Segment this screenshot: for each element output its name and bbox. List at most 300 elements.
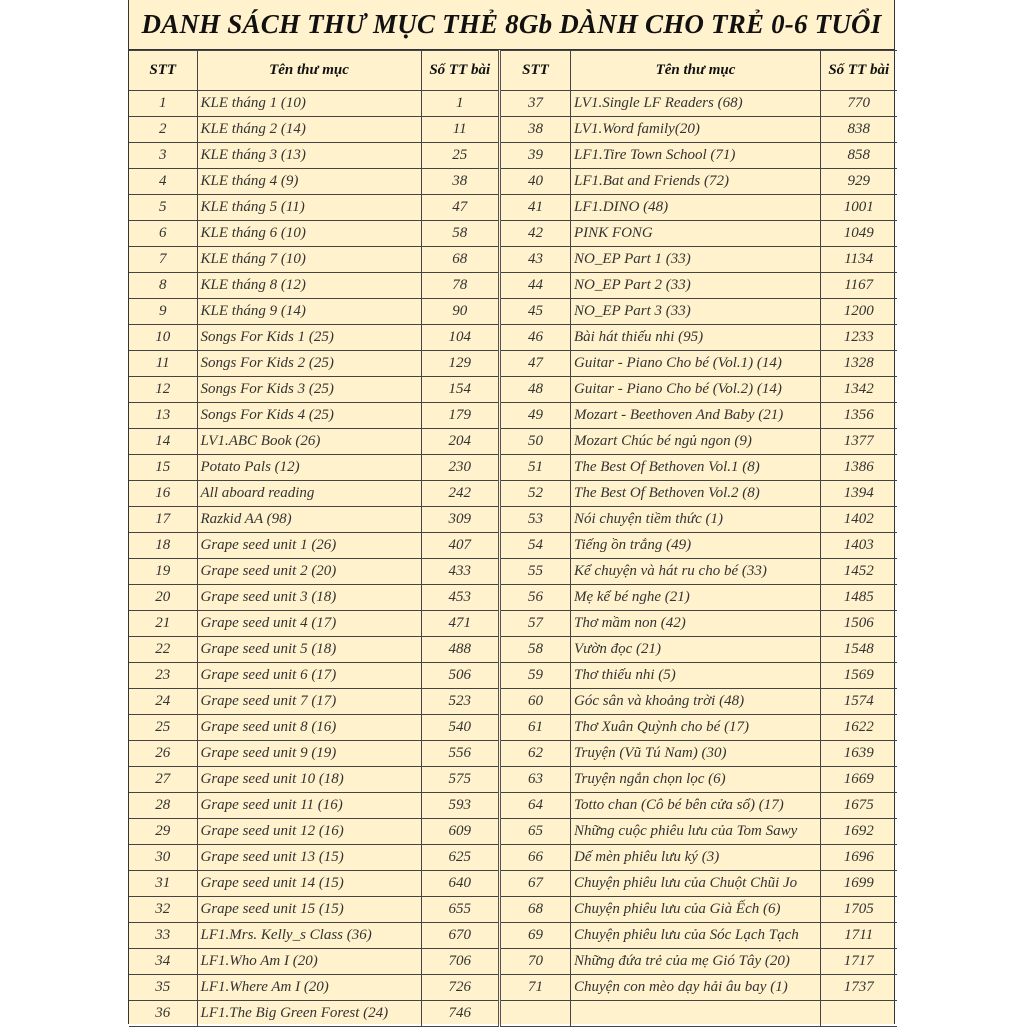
row-track-number: 1403 [821, 533, 897, 559]
table-row [129, 819, 498, 845]
table-row [500, 247, 897, 273]
table-row [500, 325, 897, 351]
row-stt: 3 [129, 143, 197, 169]
row-stt: 60 [500, 689, 571, 715]
table-row [500, 507, 897, 533]
row-stt: 20 [129, 585, 197, 611]
row-folder-name: Tiếng ồn trắng (49) [571, 533, 821, 559]
row-stt: 9 [129, 299, 197, 325]
row-folder-name: Razkid AA (98) [197, 507, 421, 533]
row-folder-name: KLE tháng 1 (10) [197, 91, 421, 117]
header-track-number: Số TT bài [421, 51, 498, 91]
row-stt: 34 [129, 949, 197, 975]
table-row [500, 637, 897, 663]
row-stt: 51 [500, 455, 571, 481]
row-stt: 7 [129, 247, 197, 273]
table-row [500, 273, 897, 299]
row-track-number: 1167 [821, 273, 897, 299]
row-track-number: 78 [421, 273, 498, 299]
row-track-number: 25 [421, 143, 498, 169]
table-row [500, 455, 897, 481]
row-stt: 5 [129, 195, 197, 221]
row-folder-name: Chuyện phiêu lưu của Chuột Chũi Jo [571, 871, 821, 897]
row-track-number: 1233 [821, 325, 897, 351]
table-row [129, 273, 498, 299]
row-folder-name: Mozart Chúc bé ngủ ngon (9) [571, 429, 821, 455]
row-folder-name: Những cuộc phiêu lưu của Tom Sawy [571, 819, 821, 845]
row-stt: 18 [129, 533, 197, 559]
table-row [500, 975, 897, 1001]
row-track-number: 1737 [821, 975, 897, 1001]
row-stt: 59 [500, 663, 571, 689]
row-folder-name: PINK FONG [571, 221, 821, 247]
row-track-number: 453 [421, 585, 498, 611]
row-track-number: 1001 [821, 195, 897, 221]
row-folder-name: All aboard reading [197, 481, 421, 507]
table-row [500, 585, 897, 611]
row-folder-name: KLE tháng 9 (14) [197, 299, 421, 325]
row-track-number: 230 [421, 455, 498, 481]
row-track-number: 1711 [821, 923, 897, 949]
table-row [500, 845, 897, 871]
row-track-number: 670 [421, 923, 498, 949]
row-stt: 33 [129, 923, 197, 949]
table-row [129, 247, 498, 273]
row-track-number: 746 [421, 1001, 498, 1027]
row-folder-name: Grape seed unit 7 (17) [197, 689, 421, 715]
row-stt: 31 [129, 871, 197, 897]
row-track-number: 433 [421, 559, 498, 585]
row-folder-name: Potato Pals (12) [197, 455, 421, 481]
row-stt: 71 [500, 975, 571, 1001]
row-folder-name: LF1.DINO (48) [571, 195, 821, 221]
row-track-number: 1485 [821, 585, 897, 611]
row-track-number: 1717 [821, 949, 897, 975]
row-stt: 46 [500, 325, 571, 351]
row-track-number: 858 [821, 143, 897, 169]
row-stt: 12 [129, 377, 197, 403]
table-row [500, 819, 897, 845]
row-track-number: 1342 [821, 377, 897, 403]
table-row [500, 169, 897, 195]
table-row [129, 793, 498, 819]
row-folder-name: KLE tháng 3 (13) [197, 143, 421, 169]
table-row [129, 221, 498, 247]
row-stt: 49 [500, 403, 571, 429]
row-stt: 69 [500, 923, 571, 949]
row-folder-name: LF1.The Big Green Forest (24) [197, 1001, 421, 1027]
row-track-number: 204 [421, 429, 498, 455]
header-folder-name: Tên thư mục [571, 51, 821, 91]
row-track-number: 1134 [821, 247, 897, 273]
table-row [500, 1001, 897, 1027]
row-folder-name: NO_EP Part 2 (33) [571, 273, 821, 299]
row-track-number: 929 [821, 169, 897, 195]
table-row [129, 143, 498, 169]
folder-table-left [129, 50, 498, 1027]
row-stt: 48 [500, 377, 571, 403]
row-track-number: 68 [421, 247, 498, 273]
row-track-number: 1328 [821, 351, 897, 377]
table-row [129, 689, 498, 715]
row-stt: 16 [129, 481, 197, 507]
row-stt: 36 [129, 1001, 197, 1027]
row-track-number: 488 [421, 637, 498, 663]
table-row [500, 143, 897, 169]
table-row [129, 741, 498, 767]
table-row [129, 767, 498, 793]
row-folder-name: KLE tháng 8 (12) [197, 273, 421, 299]
row-stt: 4 [129, 169, 197, 195]
row-stt: 14 [129, 429, 197, 455]
row-stt: 54 [500, 533, 571, 559]
row-track-number: 90 [421, 299, 498, 325]
table-row [500, 91, 897, 117]
row-track-number: 38 [421, 169, 498, 195]
table-row [500, 741, 897, 767]
row-track-number: 407 [421, 533, 498, 559]
row-stt: 50 [500, 429, 571, 455]
table-row [500, 429, 897, 455]
row-track-number: 593 [421, 793, 498, 819]
table-row [129, 455, 498, 481]
row-stt: 43 [500, 247, 571, 273]
table-row [500, 117, 897, 143]
row-folder-name: Chuyện phiêu lưu của Sóc Lạch Tạch [571, 923, 821, 949]
table-row [500, 949, 897, 975]
row-folder-name: Truyện (Vũ Tú Nam) (30) [571, 741, 821, 767]
row-track-number: 1639 [821, 741, 897, 767]
row-stt: 61 [500, 715, 571, 741]
row-stt: 65 [500, 819, 571, 845]
row-folder-name: KLE tháng 5 (11) [197, 195, 421, 221]
table-row [129, 585, 498, 611]
row-track-number: 1699 [821, 871, 897, 897]
row-stt: 37 [500, 91, 571, 117]
row-folder-name: Grape seed unit 5 (18) [197, 637, 421, 663]
table-row [129, 481, 498, 507]
row-stt: 11 [129, 351, 197, 377]
row-folder-name: Grape seed unit 11 (16) [197, 793, 421, 819]
row-folder-name: Grape seed unit 12 (16) [197, 819, 421, 845]
table-row [500, 767, 897, 793]
table-row [500, 793, 897, 819]
row-track-number: 640 [421, 871, 498, 897]
row-folder-name: Songs For Kids 2 (25) [197, 351, 421, 377]
row-track-number: 1402 [821, 507, 897, 533]
row-stt: 45 [500, 299, 571, 325]
row-stt: 63 [500, 767, 571, 793]
row-stt: 29 [129, 819, 197, 845]
row-folder-name: Grape seed unit 1 (26) [197, 533, 421, 559]
row-stt: 25 [129, 715, 197, 741]
row-stt: 32 [129, 897, 197, 923]
table-row [500, 351, 897, 377]
row-track-number: 1394 [821, 481, 897, 507]
table-row [500, 377, 897, 403]
row-stt: 47 [500, 351, 571, 377]
row-stt: 30 [129, 845, 197, 871]
row-stt: 41 [500, 195, 571, 221]
table-row [129, 507, 498, 533]
row-stt: 35 [129, 975, 197, 1001]
row-stt: 67 [500, 871, 571, 897]
row-track-number: 58 [421, 221, 498, 247]
header-stt: STT [500, 51, 571, 91]
table-row [129, 325, 498, 351]
table-row [129, 533, 498, 559]
row-track-number: 706 [421, 949, 498, 975]
header-track-number: Số TT bài [821, 51, 897, 91]
row-stt: 57 [500, 611, 571, 637]
table-row [500, 559, 897, 585]
row-track-number: 556 [421, 741, 498, 767]
row-folder-name: LV1.ABC Book (26) [197, 429, 421, 455]
row-track-number: 104 [421, 325, 498, 351]
row-stt: 19 [129, 559, 197, 585]
row-track-number: 523 [421, 689, 498, 715]
row-track-number: 655 [421, 897, 498, 923]
table-row [500, 715, 897, 741]
table-row [129, 559, 498, 585]
row-track-number: 770 [821, 91, 897, 117]
row-stt: 24 [129, 689, 197, 715]
table-row [500, 923, 897, 949]
table-row [129, 897, 498, 923]
table-row [129, 195, 498, 221]
row-stt: 13 [129, 403, 197, 429]
table-row [129, 923, 498, 949]
table-row [500, 689, 897, 715]
table-row [129, 637, 498, 663]
table-row [129, 715, 498, 741]
row-track-number: 1692 [821, 819, 897, 845]
table-row [500, 299, 897, 325]
page-title: DANH SÁCH THƯ MỤC THẺ 8Gb DÀNH CHO TRẺ 0-6 TUỔI [129, 0, 894, 50]
table-row [129, 949, 498, 975]
row-track-number: 1669 [821, 767, 897, 793]
row-folder-name: KLE tháng 6 (10) [197, 221, 421, 247]
table-row [500, 871, 897, 897]
row-track-number: 1386 [821, 455, 897, 481]
row-track-number: 609 [421, 819, 498, 845]
row-folder-name: Nói chuyện tiềm thức (1) [571, 507, 821, 533]
row-track-number: 1548 [821, 637, 897, 663]
row-folder-name: Totto chan (Cô bé bên cửa sổ) (17) [571, 793, 821, 819]
row-track-number: 1574 [821, 689, 897, 715]
row-folder-name: Grape seed unit 4 (17) [197, 611, 421, 637]
row-folder-name: LV1.Single LF Readers (68) [571, 91, 821, 117]
row-folder-name: Grape seed unit 13 (15) [197, 845, 421, 871]
row-folder-name: Góc sân và khoảng trời (48) [571, 689, 821, 715]
row-folder-name: Chuyện con mèo dạy hải âu bay (1) [571, 975, 821, 1001]
row-folder-name: NO_EP Part 1 (33) [571, 247, 821, 273]
table-row [500, 897, 897, 923]
table-row [500, 611, 897, 637]
row-folder-name: LV1.Word family(20) [571, 117, 821, 143]
row-track-number [821, 1001, 897, 1027]
row-stt: 10 [129, 325, 197, 351]
row-stt: 42 [500, 221, 571, 247]
row-folder-name: LF1.Tire Town School (71) [571, 143, 821, 169]
row-folder-name: Mozart - Beethoven And Baby (21) [571, 403, 821, 429]
row-track-number: 1506 [821, 611, 897, 637]
row-track-number: 625 [421, 845, 498, 871]
row-stt: 15 [129, 455, 197, 481]
row-track-number: 309 [421, 507, 498, 533]
row-folder-name: The Best Of Bethoven Vol.2 (8) [571, 481, 821, 507]
table-row [129, 351, 498, 377]
row-track-number: 1675 [821, 793, 897, 819]
row-folder-name: LF1.Mrs. Kelly_s Class (36) [197, 923, 421, 949]
row-folder-name: Songs For Kids 1 (25) [197, 325, 421, 351]
table-row [129, 429, 498, 455]
row-track-number: 1622 [821, 715, 897, 741]
table-row [129, 611, 498, 637]
header-stt: STT [129, 51, 197, 91]
row-folder-name: LF1.Bat and Friends (72) [571, 169, 821, 195]
row-track-number: 1 [421, 91, 498, 117]
row-stt: 1 [129, 91, 197, 117]
row-stt: 8 [129, 273, 197, 299]
row-stt: 28 [129, 793, 197, 819]
row-folder-name: Grape seed unit 2 (20) [197, 559, 421, 585]
row-folder-name: Kể chuyện và hát ru cho bé (33) [571, 559, 821, 585]
header-row [129, 51, 498, 91]
row-stt: 52 [500, 481, 571, 507]
row-folder-name: Thơ mầm non (42) [571, 611, 821, 637]
row-folder-name: The Best Of Bethoven Vol.1 (8) [571, 455, 821, 481]
row-stt: 56 [500, 585, 571, 611]
table-row [129, 169, 498, 195]
row-track-number: 242 [421, 481, 498, 507]
table-row [500, 481, 897, 507]
table-row [500, 533, 897, 559]
row-stt: 53 [500, 507, 571, 533]
row-stt [500, 1001, 571, 1027]
row-folder-name: Guitar - Piano Cho bé (Vol.2) (14) [571, 377, 821, 403]
row-folder-name: Những đứa trẻ của mẹ Gió Tây (20) [571, 949, 821, 975]
row-folder-name: Grape seed unit 14 (15) [197, 871, 421, 897]
row-folder-name: NO_EP Part 3 (33) [571, 299, 821, 325]
row-stt: 26 [129, 741, 197, 767]
row-stt: 22 [129, 637, 197, 663]
row-track-number: 838 [821, 117, 897, 143]
row-track-number: 471 [421, 611, 498, 637]
table-row [129, 845, 498, 871]
row-track-number: 129 [421, 351, 498, 377]
row-track-number: 154 [421, 377, 498, 403]
row-folder-name: KLE tháng 7 (10) [197, 247, 421, 273]
header-row [500, 51, 897, 91]
row-track-number: 1705 [821, 897, 897, 923]
row-track-number: 1377 [821, 429, 897, 455]
row-folder-name: Songs For Kids 3 (25) [197, 377, 421, 403]
row-folder-name: Grape seed unit 10 (18) [197, 767, 421, 793]
row-folder-name: Bài hát thiếu nhi (95) [571, 325, 821, 351]
row-folder-name: Grape seed unit 8 (16) [197, 715, 421, 741]
row-folder-name: KLE tháng 4 (9) [197, 169, 421, 195]
row-stt: 40 [500, 169, 571, 195]
header-folder-name: Tên thư mục [197, 51, 421, 91]
row-track-number: 1569 [821, 663, 897, 689]
row-stt: 6 [129, 221, 197, 247]
row-stt: 39 [500, 143, 571, 169]
row-stt: 70 [500, 949, 571, 975]
table-row [129, 663, 498, 689]
row-folder-name: Vườn đọc (21) [571, 637, 821, 663]
row-stt: 58 [500, 637, 571, 663]
row-folder-name: LF1.Who Am I (20) [197, 949, 421, 975]
row-folder-name [571, 1001, 821, 1027]
row-folder-name: KLE tháng 2 (14) [197, 117, 421, 143]
table-row [129, 299, 498, 325]
table-row [500, 663, 897, 689]
row-track-number: 1356 [821, 403, 897, 429]
row-folder-name: Grape seed unit 15 (15) [197, 897, 421, 923]
table-row [129, 975, 498, 1001]
table-row [129, 377, 498, 403]
row-track-number: 11 [421, 117, 498, 143]
row-track-number: 1696 [821, 845, 897, 871]
table-row [129, 871, 498, 897]
row-stt: 23 [129, 663, 197, 689]
row-folder-name: Grape seed unit 6 (17) [197, 663, 421, 689]
row-folder-name: Grape seed unit 3 (18) [197, 585, 421, 611]
row-stt: 68 [500, 897, 571, 923]
table-row [129, 117, 498, 143]
row-folder-name: Truyện ngắn chọn lọc (6) [571, 767, 821, 793]
row-folder-name: Chuyện phiêu lưu của Già Ếch (6) [571, 897, 821, 923]
row-track-number: 506 [421, 663, 498, 689]
row-track-number: 726 [421, 975, 498, 1001]
row-stt: 21 [129, 611, 197, 637]
row-stt: 2 [129, 117, 197, 143]
row-track-number: 575 [421, 767, 498, 793]
table-row [500, 403, 897, 429]
row-folder-name: Thơ thiếu nhi (5) [571, 663, 821, 689]
folder-list-sheet [128, 0, 895, 1024]
folder-table-right [498, 50, 897, 1027]
table-row [129, 1001, 498, 1027]
table-row [500, 221, 897, 247]
row-track-number: 540 [421, 715, 498, 741]
row-track-number: 1452 [821, 559, 897, 585]
row-folder-name: Dế mèn phiêu lưu ký (3) [571, 845, 821, 871]
row-folder-name: Thơ Xuân Quỳnh cho bé (17) [571, 715, 821, 741]
table-row [500, 195, 897, 221]
row-track-number: 1049 [821, 221, 897, 247]
table-row [129, 403, 498, 429]
row-stt: 64 [500, 793, 571, 819]
row-track-number: 1200 [821, 299, 897, 325]
row-folder-name: Mẹ kể bé nghe (21) [571, 585, 821, 611]
row-stt: 44 [500, 273, 571, 299]
row-stt: 38 [500, 117, 571, 143]
row-folder-name: Songs For Kids 4 (25) [197, 403, 421, 429]
row-folder-name: LF1.Where Am I (20) [197, 975, 421, 1001]
row-stt: 55 [500, 559, 571, 585]
row-track-number: 47 [421, 195, 498, 221]
row-stt: 27 [129, 767, 197, 793]
row-folder-name: Grape seed unit 9 (19) [197, 741, 421, 767]
row-stt: 62 [500, 741, 571, 767]
row-track-number: 179 [421, 403, 498, 429]
row-stt: 66 [500, 845, 571, 871]
table-row [129, 91, 498, 117]
row-folder-name: Guitar - Piano Cho bé (Vol.1) (14) [571, 351, 821, 377]
row-stt: 17 [129, 507, 197, 533]
